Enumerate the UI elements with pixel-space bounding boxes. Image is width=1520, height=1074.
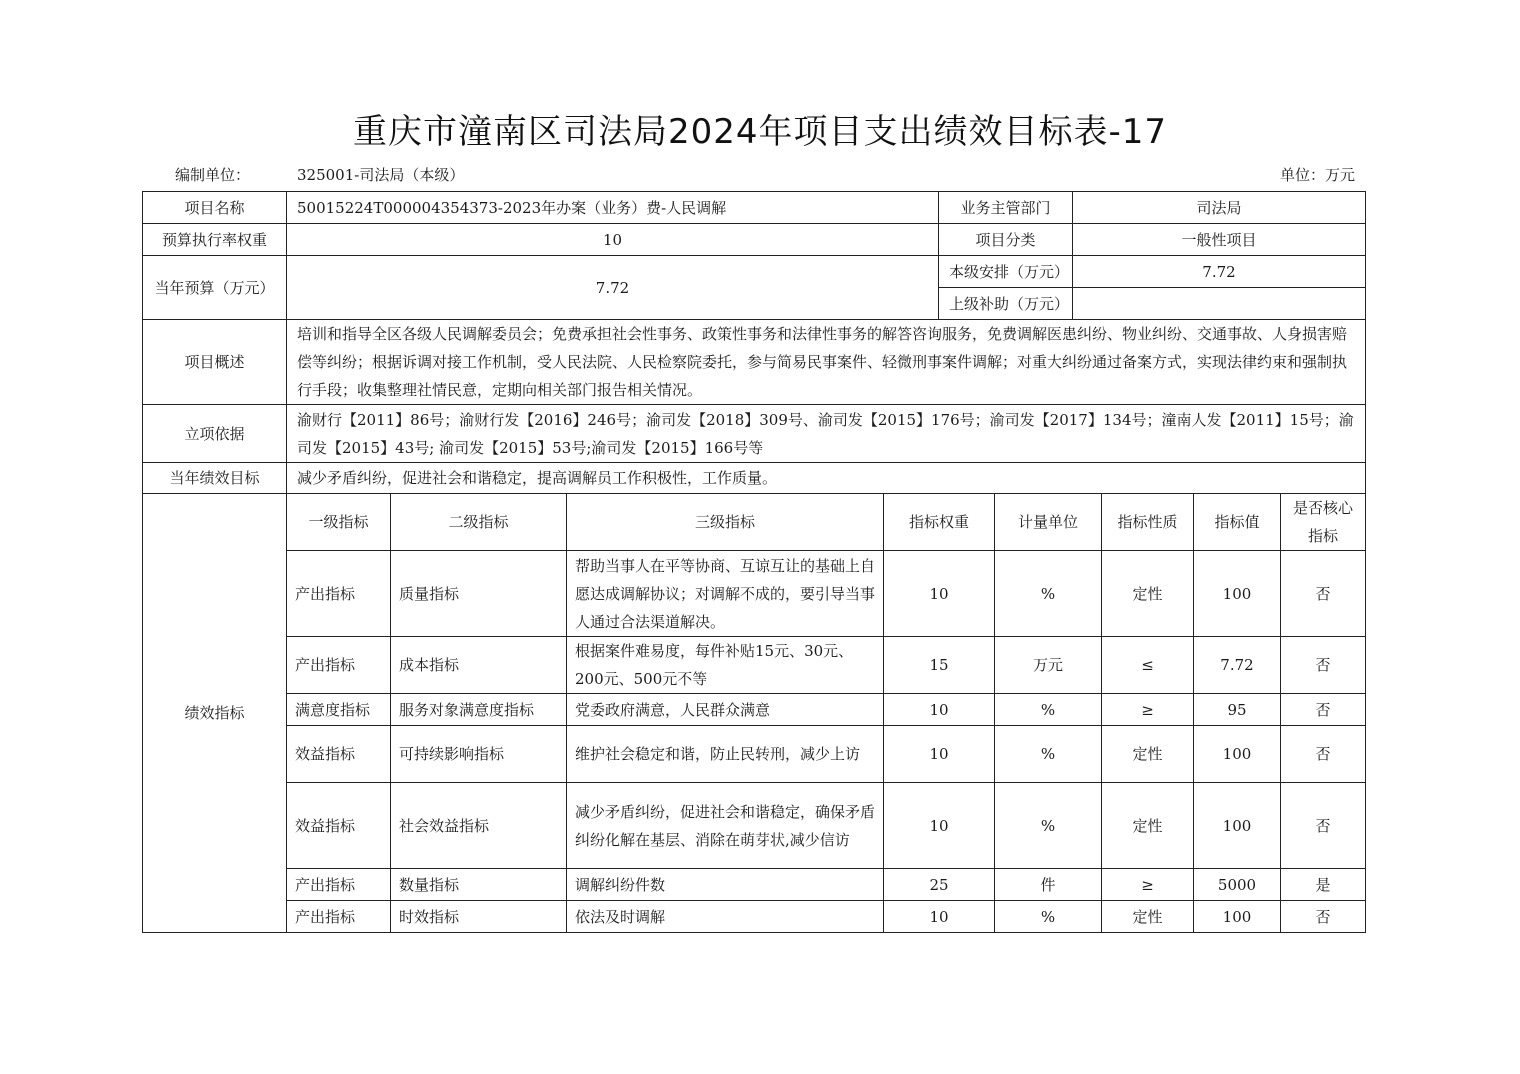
row-l1: 产出指标 [287,869,391,901]
row-value: 95 [1194,694,1281,726]
currency-unit: 单位：万元 [1279,166,1355,184]
weight-value: 10 [287,224,939,256]
row-l2: 服务对象满意度指标 [391,694,567,726]
row-core: 是 [1281,869,1366,901]
row-l1: 满意度指标 [287,694,391,726]
basis-label: 立项依据 [143,405,287,463]
budget-label: 当年预算（万元） [143,256,287,320]
row-weight: 10 [884,783,995,869]
table-row [143,783,1366,869]
row-value: 100 [1194,901,1281,933]
row-l3: 根据案件难易度，每件补贴15元、30元、200元、500元不等 [567,637,884,694]
org-value: 325001-司法局（本级） [297,166,465,184]
row-l2: 质量指标 [391,551,567,637]
subsidy-value [1073,288,1366,320]
row-value: 5000 [1194,869,1281,901]
local-budget-value: 7.72 [1073,256,1366,288]
dept-value: 司法局 [1073,192,1366,224]
row-weight: 10 [884,551,995,637]
project-info-table [142,191,1366,494]
row-core: 否 [1281,637,1366,694]
indicator-table [142,493,1366,933]
row-unit: % [995,726,1102,783]
row-value: 100 [1194,726,1281,783]
row-unit: % [995,551,1102,637]
weight-label: 预算执行率权重 [143,224,287,256]
row-nature: ≤ [1102,637,1194,694]
row-l3: 党委政府满意，人民群众满意 [567,694,884,726]
row-l3: 依法及时调解 [567,901,884,933]
dept-label: 业务主管部门 [939,192,1073,224]
row-l3: 减少矛盾纠纷，促进社会和谐稳定，确保矛盾纠纷化解在基层、消除在萌芽状,减少信访 [567,783,884,869]
row-l1: 产出指标 [287,551,391,637]
row-core: 否 [1281,551,1366,637]
table-row [143,726,1366,783]
row-l3: 维护社会稳定和谐，防止民转刑，减少上访 [567,726,884,783]
row-unit: 万元 [995,637,1102,694]
page-title: 重庆市潼南区司法局2024年项目支出绩效目标表-17 [352,112,1168,152]
row-l2: 成本指标 [391,637,567,694]
row-l1: 产出指标 [287,637,391,694]
header-l1: 一级指标 [287,494,391,551]
local-budget-label: 本级安排（万元） [939,256,1073,288]
row-l2: 可持续影响指标 [391,726,567,783]
indicator-section-label: 绩效指标 [143,494,287,933]
row-nature: 定性 [1102,726,1194,783]
row-nature: ≥ [1102,694,1194,726]
row-core: 否 [1281,783,1366,869]
row-value: 100 [1194,551,1281,637]
row-weight: 15 [884,637,995,694]
table-row [143,901,1366,933]
header-l2: 二级指标 [391,494,567,551]
row-unit: % [995,783,1102,869]
header-l3: 三级指标 [567,494,884,551]
project-name-value: 50015224T000004354373-2023年办案（业务）费-人民调解 [287,192,939,224]
row-l2: 社会效益指标 [391,783,567,869]
row-unit: % [995,694,1102,726]
row-nature: ≥ [1102,869,1194,901]
category-label: 项目分类 [939,224,1073,256]
row-weight: 10 [884,901,995,933]
overview-text: 培训和指导全区各级人民调解委员会；免费承担社会性事务、政策性事务和法律性事务的解答咨询服务，免费调解医患纠纷、物业纠纷、交通事故、人身损害赔偿等纠纷；根据诉调对接工作机制，受人民法院、人民检察院委托，参与简易民事案件、轻微刑事案件调解；对重大纠纷通过备案方式，实现法律约束和强制执行手段；收集整理社情民意，定期向相关部门报告相关情况。 [287,320,1366,405]
row-value: 100 [1194,783,1281,869]
header-row [142,162,1365,186]
row-l2: 数量指标 [391,869,567,901]
row-l1: 效益指标 [287,726,391,783]
header-nature: 指标性质 [1102,494,1194,551]
row-unit: 件 [995,869,1102,901]
row-weight: 10 [884,694,995,726]
row-l1: 效益指标 [287,783,391,869]
row-l3: 帮助当事人在平等协商、互谅互让的基础上自愿达成调解协议；对调解不成的，要引导当事人通过合法渠道解决。 [567,551,884,637]
row-core: 否 [1281,901,1366,933]
row-core: 否 [1281,726,1366,783]
row-nature: 定性 [1102,783,1194,869]
row-weight: 25 [884,869,995,901]
row-value: 7.72 [1194,637,1281,694]
row-core: 否 [1281,694,1366,726]
row-l1: 产出指标 [287,901,391,933]
basis-text: 渝财行【2011】86号；渝财行发【2016】246号；渝司发【2018】309号、渝司发【2015】176号；渝司发【2017】134号；潼南人发【2011】15号；渝司发【2015】43号; 渝司发【2015】53号;渝司发【2015】166号等 [287,405,1366,463]
row-unit: % [995,901,1102,933]
category-value: 一般性项目 [1073,224,1366,256]
header-core: 是否核心指标 [1281,494,1366,551]
subsidy-label: 上级补助（万元） [939,288,1073,320]
row-nature: 定性 [1102,901,1194,933]
row-nature: 定性 [1102,551,1194,637]
header-unit: 计量单位 [995,494,1102,551]
org-label: 编制单位： [175,166,251,184]
row-weight: 10 [884,726,995,783]
row-l2: 时效指标 [391,901,567,933]
overview-label: 项目概述 [143,320,287,405]
row-l3: 调解纠纷件数 [567,869,884,901]
table-row [143,637,1366,694]
project-name-label: 项目名称 [143,192,287,224]
table-row [143,869,1366,901]
goal-label: 当年绩效目标 [143,463,287,494]
goal-text: 减少矛盾纠纷，促进社会和谐稳定，提高调解员工作积极性，工作质量。 [287,463,1366,494]
header-value: 指标值 [1194,494,1281,551]
table-row [143,694,1366,726]
header-weight: 指标权重 [884,494,995,551]
budget-value: 7.72 [287,256,939,320]
table-row [143,551,1366,637]
